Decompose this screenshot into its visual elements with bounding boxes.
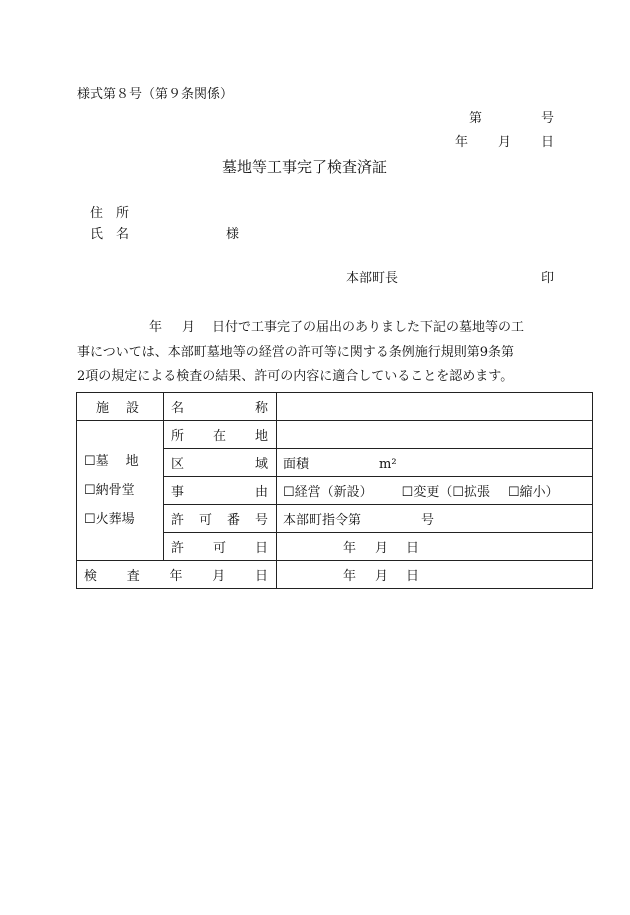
row-name — [77, 393, 593, 421]
row-inspection-date — [77, 561, 593, 589]
area-label-cell: 区 域 — [164, 449, 277, 477]
doc-number-dai: 第 — [469, 111, 483, 126]
reason-value-cell — [277, 477, 593, 505]
issue-date-month: 月 — [498, 135, 512, 150]
paragraph-line-1-rest: 日付で工事完了の届出のありました下記の墓地等の工 — [212, 320, 525, 335]
form-number: 様式第８号（第９条関係） — [77, 87, 234, 102]
checkbox-icon[interactable]: ☐ — [84, 512, 96, 527]
document-title: 墓地等工事完了検査済証 — [222, 158, 388, 176]
permit-number-label-cell: 許 可 番 号 — [164, 505, 277, 533]
address-label: 住 所 — [90, 206, 130, 221]
permit-date-label-cell: 許 可 日 — [164, 533, 277, 561]
permit-number-prefix: 本部町指令第 — [283, 513, 362, 528]
permit-number-value-cell[interactable] — [277, 505, 593, 533]
paragraph-line-2: 事については、本部町墓地等の経営の許可等に関する条例施行規則第9条第 — [77, 344, 515, 360]
inspection-form-table — [76, 392, 593, 589]
row-location — [77, 421, 593, 449]
seal-mark: 印 — [541, 271, 555, 286]
facility-type-cell — [77, 421, 164, 561]
checkbox-shrink[interactable]: ☐縮小） — [508, 485, 559, 500]
issuer-title: 本部町長 — [346, 271, 399, 286]
location-label-cell: 所 在 地 — [164, 421, 277, 449]
inspection-date-label-cell: 検 査 年 月 日 — [77, 561, 277, 589]
reason-label-cell: 事 由 — [164, 477, 277, 505]
paragraph-line-1 — [77, 316, 557, 341]
name-label-cell: 名 称 — [164, 393, 277, 421]
checkbox-icon[interactable]: ☐ — [84, 454, 96, 469]
area-value-label: 面積 — [283, 457, 310, 472]
issue-date-year: 年 — [455, 135, 469, 150]
permit-number-suffix: 号 — [421, 513, 435, 528]
issue-date-day: 日 — [541, 135, 555, 150]
body-paragraph — [77, 316, 557, 390]
checkbox-crematorium[interactable]: ☐火葬場 — [84, 512, 135, 527]
checkbox-graveyard[interactable]: ☐墓 地 — [84, 454, 139, 469]
checkbox-new[interactable]: ☐経営（新設） — [283, 485, 373, 500]
paragraph-month: 月 — [182, 320, 196, 335]
permit-date-value-cell[interactable]: 年 月 日 — [277, 533, 593, 561]
paragraph-year: 年 — [149, 320, 163, 335]
inspection-date-value-cell[interactable]: 年 月 日 — [277, 561, 593, 589]
honorific: 様 — [226, 227, 240, 242]
checkbox-expand[interactable]: ☐拡張 — [452, 485, 491, 500]
paragraph-line-3: 2項の規定による検査の結果、許可の内容に適合していることを認めます。 — [77, 369, 514, 384]
location-value-cell[interactable] — [277, 421, 593, 449]
facility-header: 施 設 — [77, 393, 164, 421]
checkbox-icon[interactable]: ☐ — [84, 483, 96, 498]
name-label: 氏 名 — [90, 227, 130, 242]
checkbox-ossuary[interactable]: ☐納骨堂 — [84, 483, 135, 498]
area-value-cell[interactable] — [277, 449, 593, 477]
doc-number-go: 号 — [541, 111, 555, 126]
checkbox-change[interactable]: ☐変更（ — [401, 485, 453, 500]
area-unit: m² — [379, 457, 397, 472]
name-value-cell[interactable] — [277, 393, 593, 421]
